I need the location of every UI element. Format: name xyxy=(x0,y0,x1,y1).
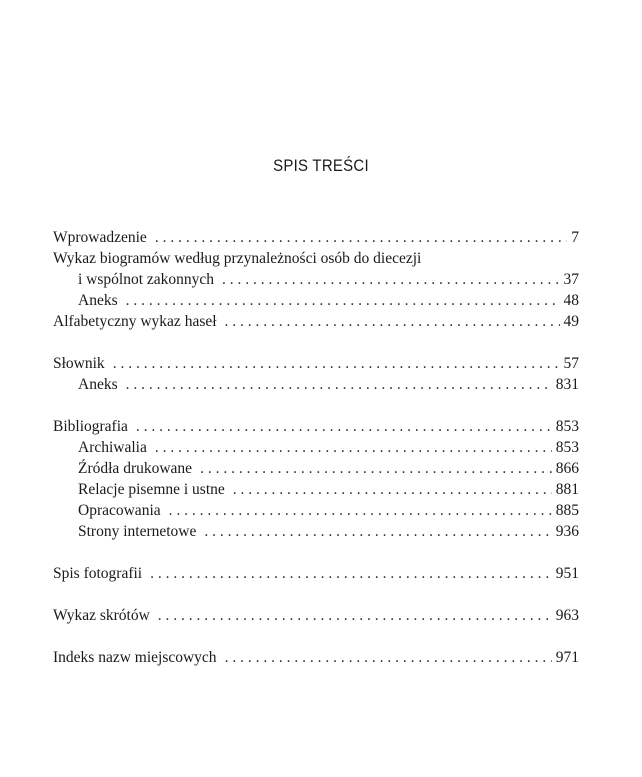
toc-entry-label: Aneks xyxy=(78,376,118,393)
toc-entry-page: 971 xyxy=(555,649,579,666)
toc-entry-wykaz-skrotow xyxy=(53,605,579,626)
dot-leader xyxy=(113,353,560,374)
toc-entry-alfabetyczny-wykaz xyxy=(53,311,579,332)
toc-entry-strony-internetowe xyxy=(53,521,579,542)
toc-entry-page: 853 xyxy=(555,439,579,456)
dot-leader xyxy=(225,311,560,332)
toc-entry-page: 881 xyxy=(555,481,579,498)
toc-entry-aneks-1 xyxy=(53,290,579,311)
toc-entry-page: 7 xyxy=(571,229,579,246)
toc-entry-opracowania xyxy=(53,500,579,521)
toc-entry-page: 963 xyxy=(555,607,579,624)
toc-entry-label: Opracowania xyxy=(78,502,161,519)
toc-entry-page: 951 xyxy=(555,565,579,582)
toc-entry-label: Wprowadzenie xyxy=(53,229,147,246)
toc-entry-label: Indeks nazw miejscowych xyxy=(53,649,217,666)
toc-entry-wprowadzenie xyxy=(53,227,579,248)
toc-entry-label: Bibliografia xyxy=(53,418,128,435)
dot-leader xyxy=(136,416,552,437)
dot-leader xyxy=(233,479,552,500)
toc-entry-label: Alfabetyczny wykaz haseł xyxy=(53,313,217,330)
dot-leader xyxy=(169,500,552,521)
toc-entry-page: 885 xyxy=(555,502,579,519)
toc-entry-zrodla-drukowane xyxy=(53,458,579,479)
dot-leader xyxy=(155,437,552,458)
toc-entry-wykaz-biogramow-line1 xyxy=(53,248,579,269)
toc-entry-page: 49 xyxy=(563,313,579,330)
toc-entry-label: Archiwalia xyxy=(78,439,147,456)
toc-entry-label: Aneks xyxy=(78,292,118,309)
dot-leader xyxy=(200,458,552,479)
toc-entry-label: Źródła drukowane xyxy=(78,460,193,477)
toc-entry-page: 48 xyxy=(563,292,579,309)
toc-entry-relacje xyxy=(53,479,579,500)
page-title: SPIS TREŚCI xyxy=(273,156,369,175)
dot-leader xyxy=(158,605,552,626)
toc-entry-archiwalia xyxy=(53,437,579,458)
toc-entry-label: Wykaz skrótów xyxy=(53,607,150,624)
toc-entry-label: Słownik xyxy=(53,355,105,372)
toc-entry-label: i wspólnot zakonnych xyxy=(78,271,215,288)
table-of-contents xyxy=(53,227,579,668)
toc-entry-label: Relacje pisemne i ustne xyxy=(78,481,225,498)
toc-entry-slownik xyxy=(53,353,579,374)
toc-entry-bibliografia xyxy=(53,416,579,437)
toc-entry-page: 831 xyxy=(555,376,579,393)
toc-entry-page: 936 xyxy=(555,523,579,540)
toc-entry-label: Wykaz biogramów według przynależności osób do diecezji xyxy=(53,250,422,267)
toc-entry-aneks-2 xyxy=(53,374,579,395)
dot-leader xyxy=(225,647,552,668)
toc-entry-label: Strony internetowe xyxy=(78,523,197,540)
toc-entry-wykaz-biogramow-line2 xyxy=(53,269,579,290)
dot-leader xyxy=(126,374,552,395)
toc-entry-indeks xyxy=(53,647,579,668)
toc-entry-page: 37 xyxy=(563,271,579,288)
dot-leader xyxy=(126,290,560,311)
toc-entry-page: 853 xyxy=(555,418,579,435)
toc-entry-page: 866 xyxy=(555,460,579,477)
dot-leader xyxy=(222,269,559,290)
dot-leader xyxy=(150,563,552,584)
toc-entry-page: 57 xyxy=(563,355,579,372)
dot-leader xyxy=(204,521,551,542)
dot-leader xyxy=(155,227,567,248)
toc-entry-spis-fotografii xyxy=(53,563,579,584)
toc-entry-label: Spis fotografii xyxy=(53,565,143,582)
